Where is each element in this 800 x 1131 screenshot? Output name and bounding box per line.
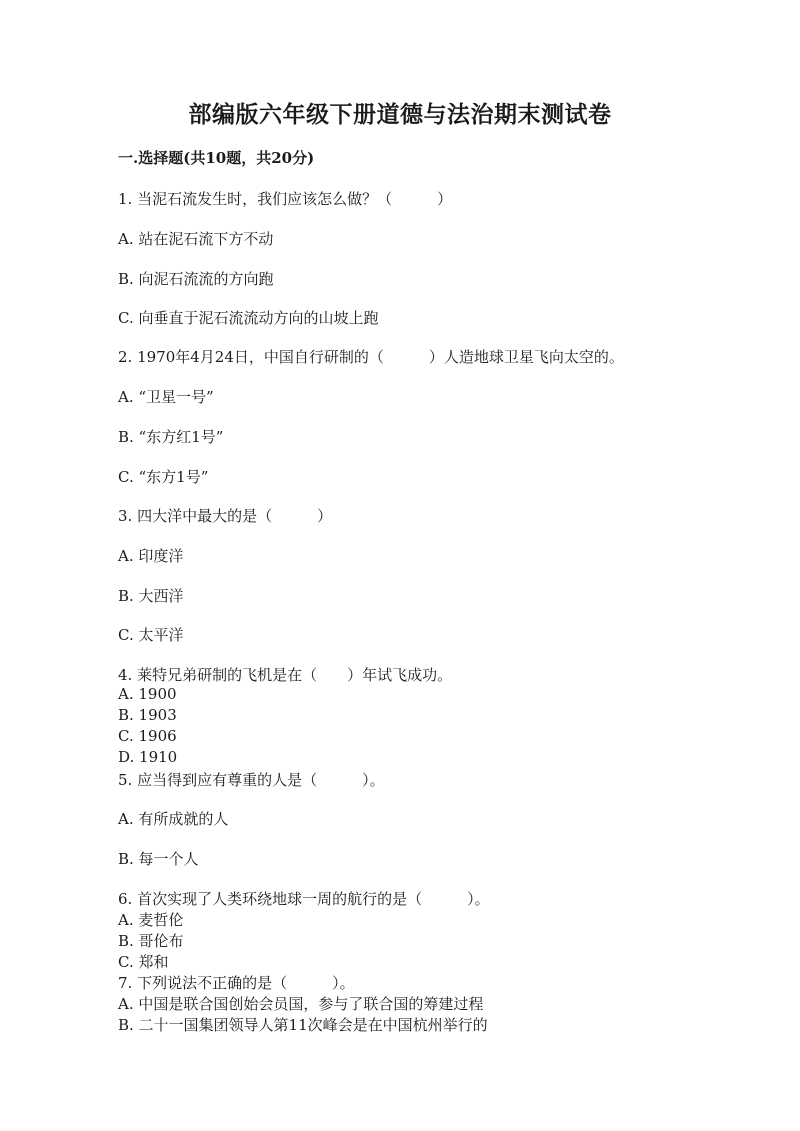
question-7-stem: 7. 下列说法不正确的是（ ）。 (118, 974, 355, 992)
question-2-stem: 2. 1970年4月24日，中国自行研制的（ ）人造地球卫星飞向太空的。 (118, 348, 624, 366)
question-6-option-a: A. 麦哲伦 (118, 911, 184, 929)
question-1-option-b: B. 向泥石流流的方向跑 (118, 270, 274, 288)
question-4-option-d: D. 1910 (118, 748, 178, 766)
question-1-stem: 1. 当泥石流发生时，我们应该怎么做？（ ） (118, 190, 453, 208)
question-7-option-a: A. 中国是联合国创始会员国，参与了联合国的筹建过程 (118, 995, 484, 1013)
question-3-option-c: C. 太平洋 (118, 626, 184, 644)
question-3-option-b: B. 大西洋 (118, 587, 184, 605)
question-3-option-a: A. 印度洋 (118, 547, 184, 565)
question-2-option-a: A. “卫星一号” (118, 388, 214, 406)
section-heading: 一.选择题(共10题，共20分) (118, 149, 315, 167)
question-4-option-c: C. 1906 (118, 727, 177, 745)
question-6-stem: 6. 首次实现了人类环绕地球一周的航行的是（ ）。 (118, 890, 490, 908)
question-2-option-c: C. “东方1号” (118, 468, 209, 486)
question-4-option-a: A. 1900 (118, 685, 177, 703)
question-2-option-b: B. “东方红1号” (118, 428, 224, 446)
question-3-stem: 3. 四大洋中最大的是（ ） (118, 507, 333, 525)
question-7-option-b: B. 二十一国集团领导人第11次峰会是在中国杭州举行的 (118, 1016, 488, 1034)
question-1-option-c: C. 向垂直于泥石流流动方向的山坡上跑 (118, 309, 379, 327)
question-4-option-b: B. 1903 (118, 706, 177, 724)
question-1-option-a: A. 站在泥石流下方不动 (118, 230, 274, 248)
question-5-option-b: B. 每一个人 (118, 850, 199, 868)
question-6-option-b: B. 哥伦布 (118, 932, 184, 950)
question-5-stem: 5. 应当得到应有尊重的人是（ ）。 (118, 771, 385, 789)
question-5-option-a: A. 有所成就的人 (118, 810, 229, 828)
question-4-stem: 4. 莱特兄弟研制的飞机是在（ ）年试飞成功。 (118, 666, 453, 684)
page-title: 部编版六年级下册道德与法治期末测试卷 (188, 101, 612, 128)
question-6-option-c: C. 郑和 (118, 953, 169, 971)
